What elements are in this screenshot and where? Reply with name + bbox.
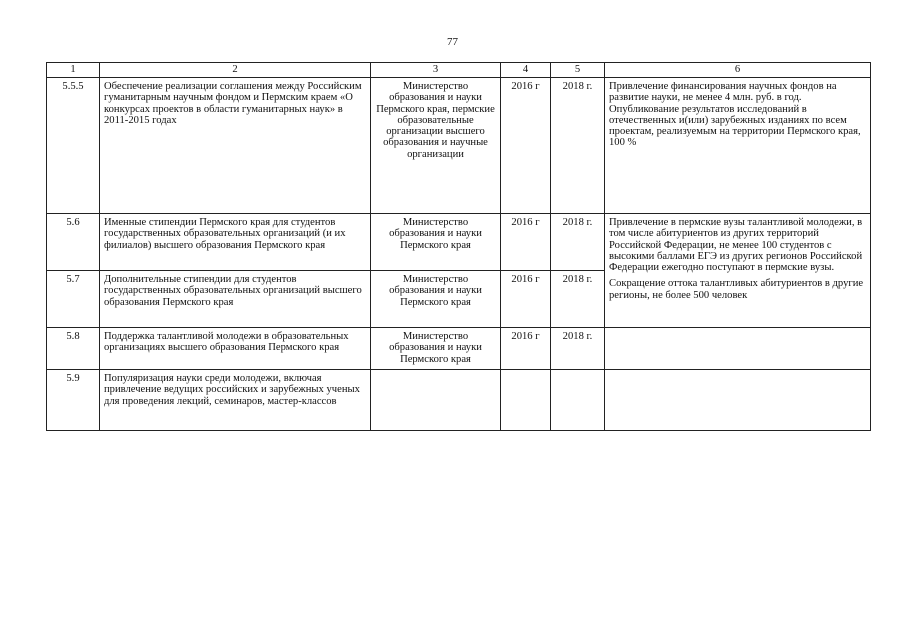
executor-cell: Министерство образования и науки Пермского края (371, 271, 501, 328)
result-text: Привлечение в пермские вузы талантливой молодежи, в том числе абитуриентов из других территорий Российской Федерации, не менее 100 студентов с высокими баллами ЕГЭ из других регионов Российской Федерации ежегодно поступают в пермские вузы. (609, 217, 863, 274)
table-row (47, 370, 871, 431)
column-header: 2 (100, 63, 371, 78)
row-number: 5.5.5 (47, 78, 100, 214)
executor-cell: Министерство образования и науки Пермского края (371, 214, 501, 271)
column-header: 1 (47, 63, 100, 78)
executor-cell: Министерство образования и науки Пермского края (371, 328, 501, 370)
table-row (47, 328, 871, 370)
result-cell (605, 328, 871, 370)
start-year-cell: 2016 г (501, 328, 551, 370)
start-year-cell: 2016 г (501, 271, 551, 328)
table-header-row (47, 63, 871, 78)
end-year-cell: 2018 г. (551, 78, 605, 214)
result-cell (605, 214, 871, 328)
measure-cell: Дополнительные стипендии для студентов государственных образовательных организаций высшего образования Пермского края (100, 271, 371, 328)
row-number: 5.7 (47, 271, 100, 328)
start-year-cell: 2016 г (501, 78, 551, 214)
row-number: 5.6 (47, 214, 100, 271)
end-year-cell: 2018 г. (551, 328, 605, 370)
executor-cell: Министерство образования и науки Пермского края, пермские образовательные организации высшего образования и научные организации (371, 78, 501, 214)
start-year-cell: 2016 г (501, 214, 551, 271)
result-text-secondary: Сокращение оттока талантливых абитуриентов в другие регионы, не более 500 человек (609, 278, 864, 301)
start-year-cell (501, 370, 551, 431)
column-header: 6 (605, 63, 871, 78)
measure-cell: Именные стипендии Пермского края для студентов государственных образовательных организаций (и их филиалов) высшего образования Пермского края (100, 214, 371, 271)
row-number: 5.8 (47, 328, 100, 370)
table-row (47, 214, 871, 271)
table-row (47, 78, 871, 214)
measure-cell: Поддержка талантливой молодежи в образовательных организациях высшего образования Пермского края (100, 328, 371, 370)
measure-cell: Обеспечение реализации соглашения между Российским гуманитарным научным фондом и Пермским краем «О конкурсах проектов в области гуманитарных наук» в 2011-2015 годах (100, 78, 371, 214)
result-text: Привлечение финансирования научных фондов на развитие науки, не менее 4 млн. руб. в год. Опубликование результатов исследований в отечественных и(или) зарубежных изданиях по всем проектам, реализуемым на территории Пермского края, 100 % (609, 81, 861, 149)
executor-cell (371, 370, 501, 431)
row-number: 5.9 (47, 370, 100, 431)
end-year-cell: 2018 г. (551, 271, 605, 328)
column-header: 5 (551, 63, 605, 78)
end-year-cell: 2018 г. (551, 214, 605, 271)
result-cell (605, 370, 871, 431)
result-cell (605, 78, 871, 214)
end-year-cell (551, 370, 605, 431)
column-header: 3 (371, 63, 501, 78)
measures-table (46, 62, 871, 431)
column-header: 4 (501, 63, 551, 78)
page-number: 77 (447, 36, 458, 48)
measure-cell: Популяризация науки среди молодежи, включая привлечение ведущих российских и зарубежных ученых для проведения лекций, семинаров, мастер-классов (100, 370, 371, 431)
